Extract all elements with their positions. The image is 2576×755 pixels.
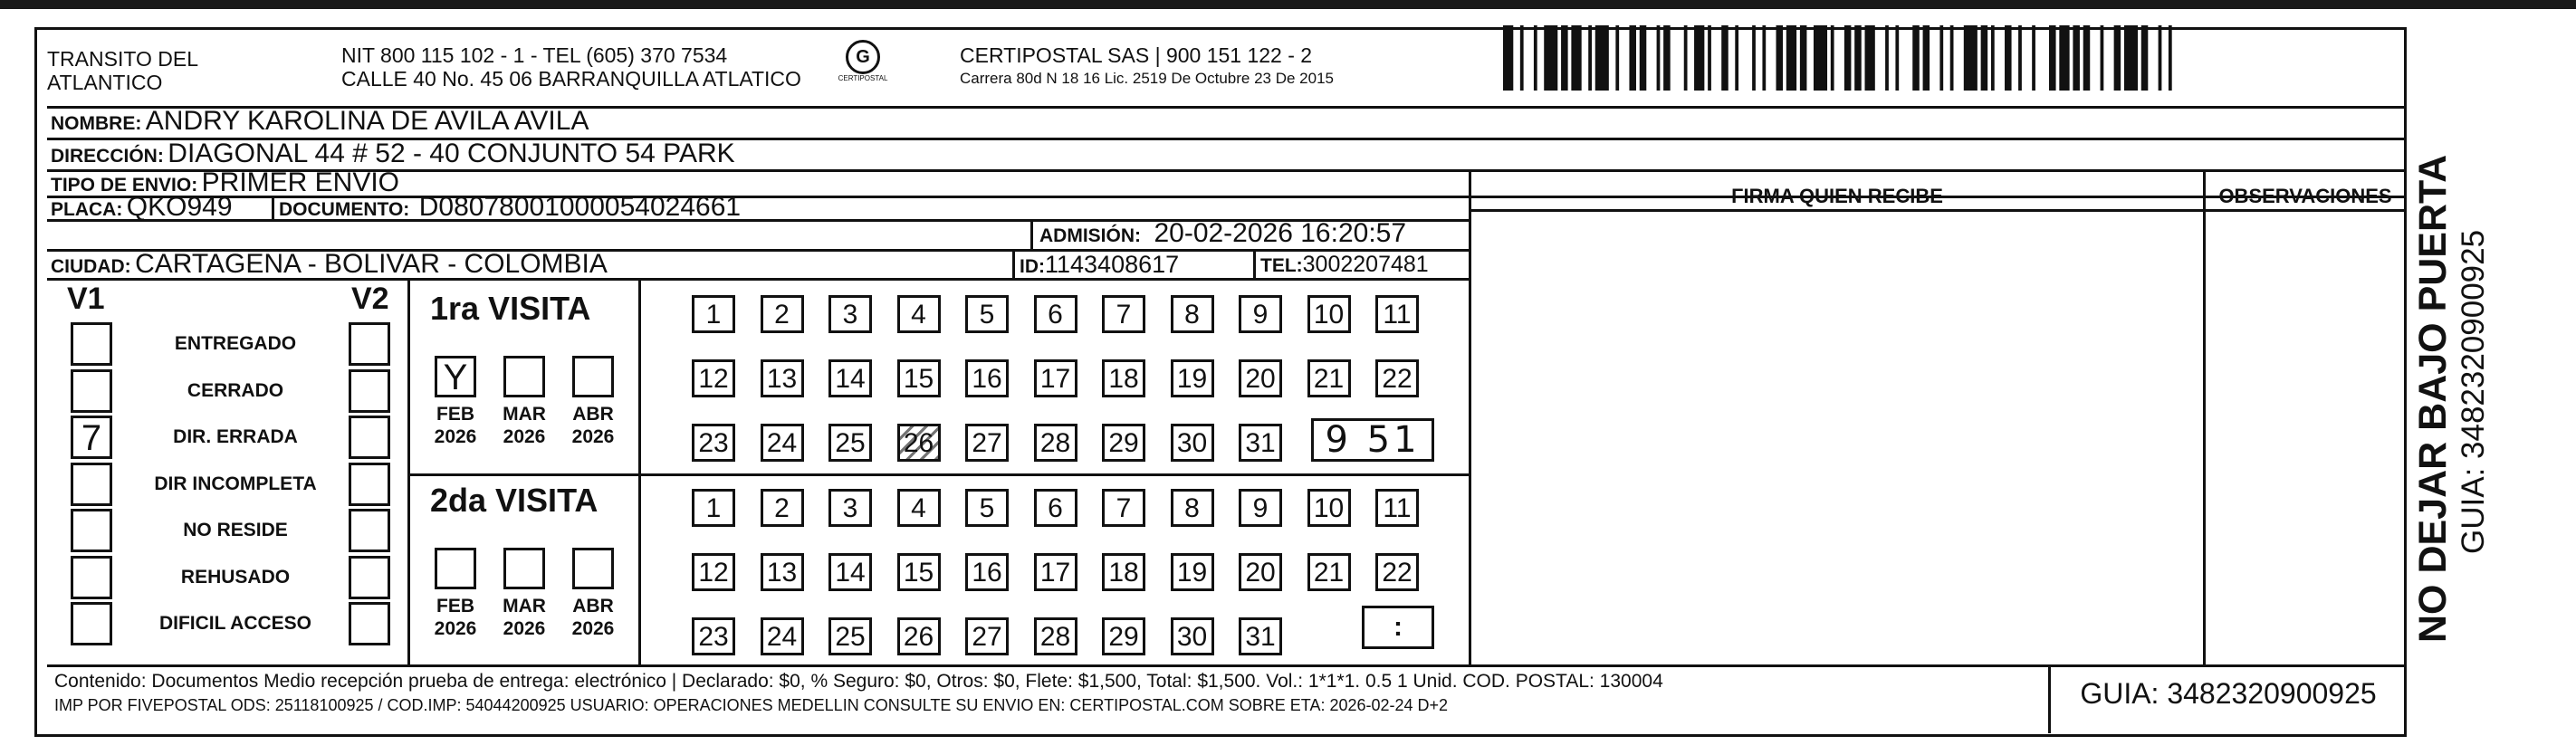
second-visit-title: 2da VISITA [430, 482, 599, 519]
divider-visit-left [407, 278, 410, 665]
tel-field [1260, 249, 1429, 283]
nombre-label: NOMBRE: [51, 113, 142, 134]
v1-checkbox[interactable] [71, 322, 112, 366]
logo-caption: CERTIPOSTAL [838, 74, 888, 82]
v1-checkbox[interactable] [71, 509, 112, 552]
second-day-day-box[interactable]: 23 [692, 617, 735, 655]
v1-checkbox[interactable] [71, 602, 112, 645]
first-day-day-box[interactable]: 21 [1307, 359, 1351, 397]
footer-print-line: IMP POR FIVEPOSTAL ODS: 25118100925 / COD.IMP: 54044200925 USUARIO: OPERACIONES MEDELLIN CONSULTE SU ENVIO EN: CERTIPOSTAL.COM SOBRE ETA: 2026-02-24 D+2 [54, 696, 1449, 714]
first-day-day-box[interactable]: 23 [692, 424, 735, 462]
v2-label: V2 [351, 282, 389, 316]
first-month-label: MAR [503, 404, 546, 425]
second-day-day-box[interactable]: 18 [1102, 553, 1145, 591]
first-day-day-box[interactable]: 26 [897, 424, 941, 462]
reason-label: DIR INCOMPLETA [154, 473, 317, 494]
first-month-checkbox[interactable] [503, 356, 545, 397]
second-day-day-box[interactable]: 4 [897, 489, 941, 527]
v2-checkbox[interactable] [349, 556, 390, 599]
first-day-day-box[interactable]: 7 [1102, 295, 1145, 333]
first-day-day-box[interactable]: 1 [692, 295, 735, 333]
second-day-day-box[interactable]: 10 [1307, 489, 1351, 527]
first-day-day-box[interactable]: 31 [1239, 424, 1282, 462]
divider-id [1012, 249, 1015, 279]
admision-value: 20-02-2026 16:20:57 [1154, 218, 1407, 248]
admision-label: ADMISIÓN: [1039, 225, 1141, 246]
second-day-day-box[interactable]: 27 [965, 617, 1009, 655]
company-line-1: TRANSITO DEL [47, 47, 198, 71]
v1-checkbox[interactable]: 7 [71, 416, 112, 459]
divider-footer-guia [2048, 664, 2051, 733]
rule-footer [47, 664, 2407, 667]
address-line: CALLE 40 No. 45 06 BARRANQUILLA ATLATICO [341, 67, 801, 91]
second-day-day-box[interactable]: 22 [1375, 553, 1419, 591]
second-day-day-box[interactable]: 12 [692, 553, 735, 591]
reason-label: NO RESIDE [183, 520, 288, 540]
first-visit-time[interactable]: 9 51 [1311, 418, 1434, 462]
first-day-day-box[interactable]: 16 [965, 359, 1009, 397]
v1-checkbox[interactable] [71, 369, 112, 413]
first-day-day-box[interactable]: 5 [965, 295, 1009, 333]
first-day-day-box[interactable]: 9 [1239, 295, 1282, 333]
footer-content-line: Contenido: Documentos Medio recepción prueba de entrega: electrónico | Declarado: $0, % Seguro: $0, Otros: $0, Flete: $1,500, Total: $1,500. Vol.: 1*1*1. 0.5 1 Unid. COD. POSTAL: 130004 [54, 671, 1663, 692]
second-month-checkbox[interactable] [435, 548, 476, 589]
second-day-day-box[interactable]: 8 [1171, 489, 1214, 527]
observaciones-header: OBSERVACIONES [2218, 185, 2392, 207]
first-visit-title: 1ra VISITA [430, 290, 591, 327]
first-day-day-box[interactable]: 12 [692, 359, 735, 397]
v2-checkbox[interactable] [349, 463, 390, 506]
ciudad-value: CARTAGENA - BOLIVAR - COLOMBIA [135, 249, 608, 279]
first-day-day-box[interactable]: 13 [761, 359, 804, 397]
divider-visit-days [638, 278, 641, 665]
second-day-day-box[interactable]: 29 [1102, 617, 1145, 655]
signature-area[interactable] [1472, 212, 2202, 664]
first-day-day-box[interactable]: 25 [828, 424, 872, 462]
first-day-day-box[interactable]: 2 [761, 295, 804, 333]
rule-visit-split [407, 473, 1470, 476]
no-dejar-bajo-puerta: NO DEJAR BAJO PUERTA [2411, 154, 2455, 643]
v2-checkbox[interactable] [349, 369, 390, 413]
reason-label: ENTREGADO [174, 333, 297, 354]
first-day-day-box[interactable]: 15 [897, 359, 941, 397]
reason-label: REHUSADO [180, 566, 291, 588]
second-day-day-box[interactable]: 17 [1034, 553, 1077, 591]
divider-admision [1030, 219, 1033, 250]
first-month-label: ABR [572, 404, 614, 425]
firma-header: FIRMA QUIEN RECIBE [1731, 185, 1943, 207]
second-month-checkbox[interactable] [503, 548, 545, 589]
first-day-day-box[interactable]: 22 [1375, 359, 1419, 397]
placa-field [51, 192, 233, 227]
second-day-day-box[interactable]: 21 [1307, 553, 1351, 591]
reason-label: DIR. ERRADA [173, 426, 298, 447]
second-day-day-box[interactable]: 1 [692, 489, 735, 527]
documento-field [279, 192, 741, 227]
v2-checkbox[interactable] [349, 322, 390, 366]
first-day-day-box[interactable]: 29 [1102, 424, 1145, 462]
nombre-field [51, 106, 589, 141]
second-day-day-box[interactable]: 30 [1171, 617, 1214, 655]
second-month-checkbox[interactable] [572, 548, 614, 589]
second-day-day-box[interactable]: 20 [1239, 553, 1282, 591]
direccion-value: DIAGONAL 44 # 52 - 40 CONJUNTO 54 PARK [168, 139, 735, 168]
v1-label: V1 [67, 282, 105, 316]
nombre-value: ANDRY KAROLINA DE AVILA AVILA [145, 106, 589, 136]
second-day-day-box[interactable]: 5 [965, 489, 1009, 527]
second-day-day-box[interactable]: 7 [1102, 489, 1145, 527]
first-year-label: 2026 [571, 426, 615, 447]
second-day-day-box[interactable]: 13 [761, 553, 804, 591]
second-day-day-box[interactable]: 14 [828, 553, 872, 591]
first-day-day-box[interactable]: 8 [1171, 295, 1214, 333]
id-field [1020, 249, 1179, 284]
second-month-label: ABR [572, 596, 614, 616]
logo-icon: G [846, 40, 880, 74]
documento-value: D08078001000054024661 [418, 192, 742, 222]
second-day-day-box[interactable]: 11 [1375, 489, 1419, 527]
first-year-label: 2026 [434, 426, 477, 447]
tel-label: TEL: [1260, 255, 1303, 276]
tipo-value: PRIMER ENVIO [201, 167, 400, 197]
second-month-label: MAR [503, 596, 546, 616]
second-day-day-box[interactable]: 31 [1239, 617, 1282, 655]
first-day-day-box[interactable]: 6 [1034, 295, 1077, 333]
first-month-checkbox[interactable] [572, 356, 614, 397]
first-day-day-box[interactable]: 20 [1239, 359, 1282, 397]
second-month-label: FEB [436, 596, 474, 616]
first-day-day-box[interactable]: 11 [1375, 295, 1419, 333]
first-day-day-box[interactable]: 14 [828, 359, 872, 397]
ciudad-label: CIUDAD: [51, 256, 131, 277]
reason-label: DIFICIL ACCESO [158, 613, 311, 634]
second-day-day-box[interactable]: 25 [828, 617, 872, 655]
nit-line: NIT 800 115 102 - 1 - TEL (605) 370 7534 [341, 43, 728, 67]
first-day-day-box[interactable]: 19 [1171, 359, 1214, 397]
first-year-label: 2026 [503, 426, 546, 447]
tel-value: 3002207481 [1302, 252, 1429, 277]
v1-checkbox[interactable] [71, 463, 112, 506]
second-day-day-box[interactable]: 6 [1034, 489, 1077, 527]
top-edge-bar [0, 0, 2576, 9]
divider-firma [1469, 169, 1471, 665]
company-line-2: ATLANTICO [47, 71, 163, 94]
first-day-day-box[interactable]: 28 [1034, 424, 1077, 462]
observations-area[interactable] [2207, 212, 2404, 664]
placa-value: QKO949 [126, 192, 233, 222]
tipo-label: TIPO DE ENVIO: [51, 175, 198, 196]
side-guia: GUIA: 3482320900925 [2456, 229, 2491, 554]
placa-label: PLACA: [51, 199, 123, 220]
first-day-day-box[interactable]: 10 [1307, 295, 1351, 333]
id-label: ID: [1020, 256, 1045, 277]
second-year-label: 2026 [571, 618, 615, 639]
footer-info [54, 670, 2037, 717]
divider-observaciones [2203, 169, 2206, 665]
second-day-day-box[interactable]: 26 [897, 617, 941, 655]
v2-checkbox[interactable] [349, 416, 390, 459]
first-day-day-box[interactable]: 3 [828, 295, 872, 333]
v1-checkbox[interactable] [71, 556, 112, 599]
second-day-day-box[interactable]: 3 [828, 489, 872, 527]
first-day-day-box[interactable]: 30 [1171, 424, 1214, 462]
second-day-day-box[interactable]: 15 [897, 553, 941, 591]
documento-label: DOCUMENTO: [279, 199, 410, 220]
second-day-day-box[interactable]: 24 [761, 617, 804, 655]
second-visit-time[interactable]: : [1362, 606, 1434, 649]
second-day-day-box[interactable]: 19 [1171, 553, 1214, 591]
courier-address: Carrera 80d N 18 16 Lic. 2519 De Octubre 23 De 2015 [960, 70, 1334, 87]
first-day-day-box[interactable]: 17 [1034, 359, 1077, 397]
courier-line: CERTIPOSTAL SAS | 900 151 122 - 2 [960, 43, 1313, 67]
ciudad-field [51, 249, 608, 284]
first-day-day-box[interactable]: 27 [965, 424, 1009, 462]
second-day-day-box[interactable]: 2 [761, 489, 804, 527]
first-month-checkbox[interactable]: Y [435, 356, 476, 397]
second-year-label: 2026 [503, 618, 546, 639]
id-value: 1143408617 [1045, 251, 1180, 278]
direccion-label: DIRECCIÓN: [51, 146, 164, 167]
second-day-day-box[interactable]: 16 [965, 553, 1009, 591]
first-day-day-box[interactable]: 18 [1102, 359, 1145, 397]
first-day-day-box[interactable]: 4 [897, 295, 941, 333]
reason-label: CERRADO [187, 379, 284, 401]
second-year-label: 2026 [434, 618, 477, 639]
first-month-label: FEB [436, 404, 474, 425]
second-day-day-box[interactable]: 9 [1239, 489, 1282, 527]
second-day-day-box[interactable]: 28 [1034, 617, 1077, 655]
v2-checkbox[interactable] [349, 509, 390, 552]
v2-checkbox[interactable] [349, 602, 390, 645]
footer-guia: GUIA: 3482320900925 [2080, 677, 2377, 710]
first-day-day-box[interactable]: 24 [761, 424, 804, 462]
